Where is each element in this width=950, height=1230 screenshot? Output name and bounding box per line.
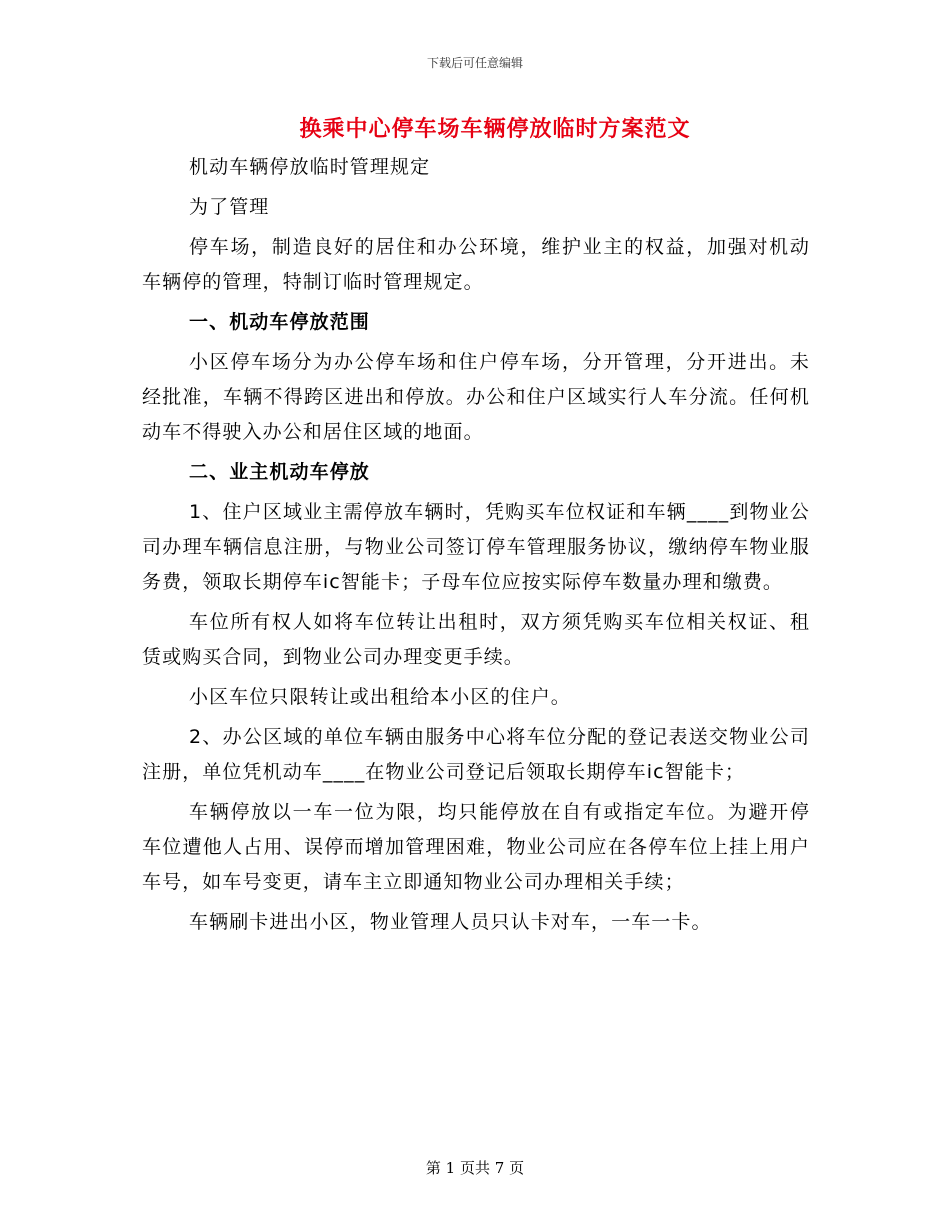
page-number: 第 1 页共 7 页	[425, 1159, 525, 1177]
paragraph-10: 车辆刷卡进出小区，物业管理人员只认卡对车，一车一卡。	[189, 911, 712, 933]
paragraph-7: 小区车位只限转让或出租给本小区的住户。	[189, 686, 571, 708]
document-title: 换乘中心停车场车辆停放临时方案范文	[299, 116, 691, 142]
paragraph-2: 为了管理	[189, 196, 270, 218]
paragraph-4: 小区停车场分为办公停车场和住户停车场，分开管理，分开进出。未经批准，车辆不得跨区进出和停放。办公和住户区域实行人车分流。任何机动车不得驶入办公和居住区域的地面。	[142, 351, 810, 443]
paragraph-1: 机动车辆停放临时管理规定	[189, 156, 431, 178]
section-heading-1: 一、机动车停放范围	[189, 311, 370, 333]
paragraph-8: 2、办公区域的单位车辆由服务中心将车位分配的登记表送交物业公司注册，单位凭机动车____在物业公司登记后领取长期停车ic智能卡；	[142, 726, 810, 783]
paragraph-3: 停车场，制造良好的居住和办公环境，维护业主的权益，加强对机动车辆停的管理，特制订临时管理规定。	[142, 236, 810, 293]
paragraph-6: 车位所有权人如将车位转让出租时，双方须凭购买车位相关权证、租赁或购买合同，到物业公司办理变更手续。	[142, 611, 810, 668]
paragraph-9: 车辆停放以一车一位为限，均只能停放在自有或指定车位。为避开停车位遭他人占用、误停而增加管理困难，物业公司应在各停车位上挂上用户车号，如车号变更，请车主立即通知物业公司办理相关手续；	[142, 801, 810, 893]
section-heading-2: 二、业主机动车停放	[189, 461, 370, 483]
header-note: 下载后可任意编辑	[426, 56, 523, 70]
paragraph-5: 1、住户区域业主需停放车辆时，凭购买车位权证和车辆____到物业公司办理车辆信息注册，与物业公司签订停车管理服务协议，缴纳停车物业服务费，领取长期停车ic智能卡；子母车位应按实际停车数量办理和缴费。	[142, 501, 810, 593]
document-body	[142, 150, 810, 945]
